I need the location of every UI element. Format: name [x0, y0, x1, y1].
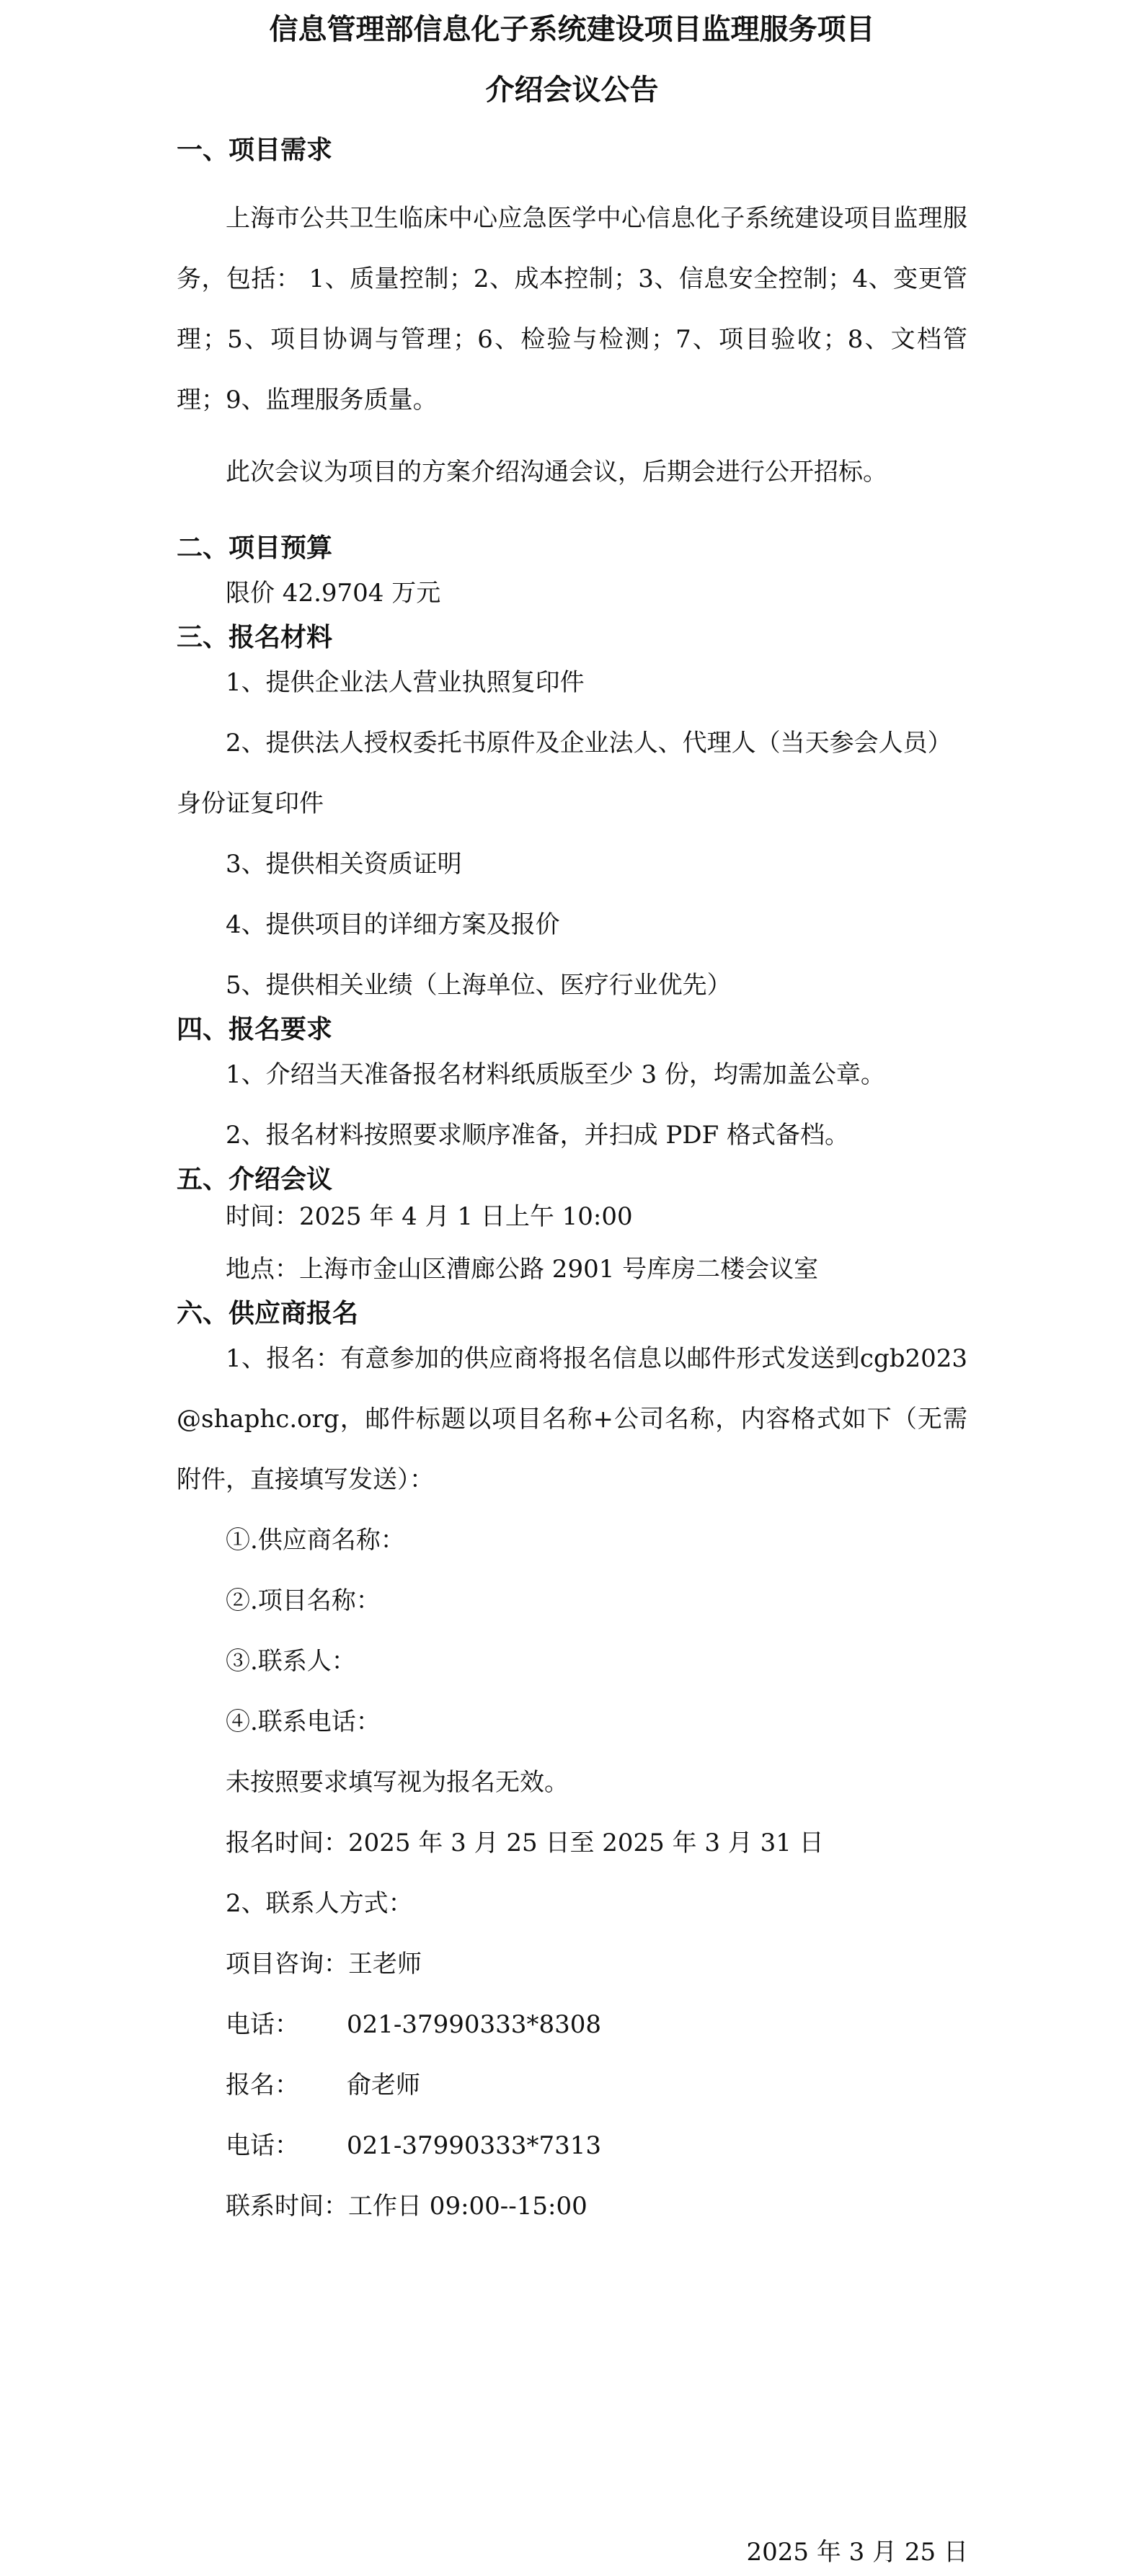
section-heading-meeting: 五、介绍会议: [177, 1165, 333, 1194]
contact-heading: 2、联系人方式：: [226, 1889, 413, 1918]
signup-field-project-name: ②.项目名称：: [226, 1586, 381, 1615]
requirements-paragraph-2: 此次会议为项目的方案介绍沟通会议，后期会进行公开招标。: [226, 458, 887, 487]
consult-phone-label: 电话：: [226, 2010, 299, 2039]
signup-contact-label: 报名：: [226, 2071, 299, 2100]
signup-contact-name: 俞老师: [347, 2071, 420, 2100]
meeting-location: 地点：上海市金山区漕廊公路 2901 号库房二楼会议室: [226, 1255, 819, 1284]
section-heading-budget: 二、项目预算: [177, 533, 333, 563]
budget-value: 限价 42.9704 万元: [226, 579, 441, 608]
consult-phone-row: [177, 1994, 967, 2055]
section-heading-supplier-signup: 六、供应商报名: [177, 1299, 359, 1328]
materials-item-5: 5、提供相关业绩（上海单位、医疗行业优先）: [226, 971, 732, 1000]
project-consult-contact: 项目咨询：王老师: [226, 1950, 422, 1978]
document-title-line1: 信息管理部信息化子系统建设项目监理服务项目: [269, 13, 875, 46]
materials-item-4: 4、提供项目的详细方案及报价: [226, 910, 560, 939]
contact-hours: 联系时间：工作日 09:00--15:00: [226, 2192, 587, 2221]
signup-phone-row: [177, 2115, 967, 2176]
supplier-signup-intro: 1、报名：有意参加的供应商将报名信息以邮件形式发送到cgb2023@shaphc.org，邮件标题以项目名称+公司名称，内容格式如下（无需附件，直接填写发送）：: [177, 1344, 967, 1494]
signup-contact-row: [177, 2055, 967, 2115]
announcement-date: 2025 年 3 月 25 日: [746, 2538, 968, 2567]
materials-item-2: 2、提供法人授权委托书原件及企业法人、代理人（当天参会人员）身份证复印件: [177, 729, 952, 818]
signup-field-contact-person: ③.联系人：: [226, 1647, 356, 1676]
signup-field-contact-phone: ④.联系电话：: [226, 1707, 381, 1736]
section-heading-requirements: 一、项目需求: [177, 136, 333, 165]
signup-invalid-note: 未按照要求填写视为报名无效。: [226, 1768, 569, 1797]
signup-period: 报名时间：2025 年 3 月 25 日至 2025 年 3 月 31 日: [226, 1829, 824, 1857]
consult-phone-number: 021-37990333*8308: [347, 2010, 601, 2039]
section-heading-signup-requirements: 四、报名要求: [177, 1015, 333, 1044]
section-heading-materials: 三、报名材料: [177, 623, 333, 652]
signup-field-supplier-name: ①.供应商名称：: [226, 1526, 405, 1555]
signup-phone-label: 电话：: [226, 2131, 299, 2160]
document-title-line2: 介绍会议公告: [485, 74, 659, 107]
signup-phone-number: 021-37990333*7313: [347, 2131, 601, 2160]
materials-item-3: 3、提供相关资质证明: [226, 850, 462, 879]
materials-item-1: 1、提供企业法人营业执照复印件: [226, 668, 585, 697]
meeting-time: 时间：2025 年 4 月 1 日上午 10:00: [226, 1202, 633, 1231]
signup-requirement-1: 1、介绍当天准备报名材料纸质版至少 3 份，均需加盖公章。: [226, 1060, 885, 1089]
requirements-paragraph-1: 上海市公共卫生临床中心应急医学中心信息化子系统建设项目监理服务，包括： 1、质量控制；2、成本控制；3、信息安全控制；4、变更管理；5、项目协调与管理；6、检验与检测；7、项目验收；8、文档管理；9、监理服务质量。: [177, 204, 967, 414]
signup-requirement-2: 2、报名材料按照要求顺序准备，并扫成 PDF 格式备档。: [226, 1121, 849, 1150]
